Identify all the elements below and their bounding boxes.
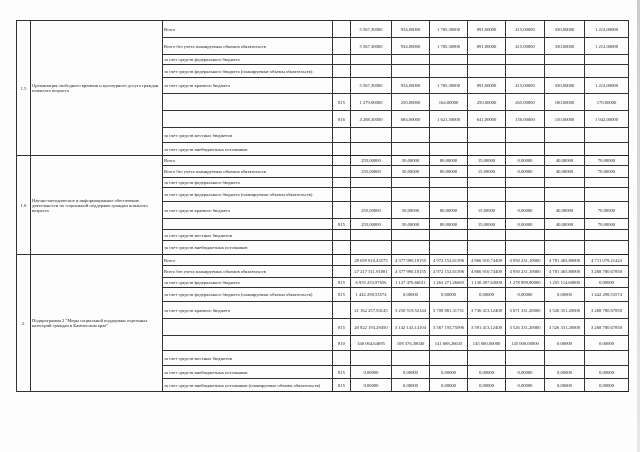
amount-year: 1 127 470,66011 (392, 278, 430, 288)
admin-code (333, 178, 351, 188)
amount-year: 70,00000 (585, 219, 629, 230)
amount-year: 40,00000 (545, 166, 585, 178)
amount-year: 150,00000 (545, 111, 585, 128)
amount-year (506, 65, 545, 78)
funding-source: за счет средств местных бюджетов (163, 128, 333, 143)
funding-source: за счет средств местных бюджетов (163, 230, 333, 241)
amount-year (392, 241, 430, 255)
amount-total: 28 659 810,45575 (351, 255, 392, 266)
amount-year: 170,00000 (585, 94, 629, 111)
amount-year (392, 351, 430, 366)
funding-source: за счет средств федерального бюджета (планируемые объемы обязательств) (163, 188, 333, 202)
amount-year (468, 188, 506, 202)
admin-code (333, 143, 351, 156)
amount-year: 0,00000 (392, 288, 430, 302)
amount-year: 4 781 465,80000 (545, 266, 585, 278)
amount-year: 415,00000 (506, 21, 545, 38)
funding-source (163, 111, 333, 128)
amount-total (351, 178, 392, 188)
admin-code: 815 (333, 278, 351, 288)
amount-year: 108 376,38040 (392, 336, 430, 351)
amount-total: 340 064,64695 (351, 336, 392, 351)
admin-code (333, 65, 351, 78)
amount-year (506, 55, 545, 65)
amount-year: 3 268 780,67850 (585, 266, 629, 278)
amount-year (430, 178, 468, 188)
amount-year (506, 230, 545, 241)
amount-year: 4 781 465,80000 (545, 255, 585, 266)
amount-year: 164,00000 (430, 94, 468, 111)
funding-source (163, 219, 333, 230)
funding-source: за счет средств федерального бюджета (планируемые объемы обязательств) (163, 288, 333, 302)
amount-year: 3 591 413,12400 (468, 319, 506, 336)
budget-table-body (17, 21, 629, 392)
amount-year (545, 351, 585, 366)
amount-year: 0,00000 (506, 288, 545, 302)
amount-year: 80,00000 (430, 156, 468, 166)
amount-year (585, 65, 629, 78)
amount-year (468, 178, 506, 188)
amount-total (351, 128, 392, 143)
amount-year: 40,00000 (545, 156, 585, 166)
amount-year: 1 212,00000 (585, 38, 629, 55)
section-name: Научно-методическое и информационное обеспечение деятельности по социальной поддержке граждан пожилого возраста (31, 156, 163, 255)
amount-year: 80,00000 (430, 202, 468, 219)
funding-source: Всего без учета планируемых объемов обязательств (163, 38, 333, 55)
amount-year: 0,00000 (506, 379, 545, 392)
amount-year: 934,00000 (392, 38, 430, 55)
amount-year (506, 178, 545, 188)
amount-year: 4 711 079,21424 (585, 255, 629, 266)
amount-year: 1 042,00000 (585, 111, 629, 128)
amount-year: 4 972 152,61396 (430, 266, 468, 278)
section-index: 2. (17, 255, 31, 392)
table-row (17, 156, 629, 166)
amount-total: 5 567,30000 (351, 21, 392, 38)
amount-year: 0,00000 (545, 336, 585, 351)
amount-year: 891,00000 (468, 78, 506, 94)
amount-year: 180,00000 (545, 94, 585, 111)
amount-year (545, 143, 585, 156)
amount-year (506, 143, 545, 156)
amount-year: 330,00000 (545, 21, 585, 38)
admin-code (333, 166, 351, 178)
amount-year: 3 708 881,31731 (430, 302, 468, 319)
amount-year: 1 442 298,53574 (585, 288, 629, 302)
amount-year: 15,00000 (468, 219, 506, 230)
funding-source: за счет средств краевого бюджета (163, 302, 333, 319)
admin-code: 810 (333, 336, 351, 351)
amount-year: 1 785,30000 (430, 38, 468, 55)
amount-year: 0,00000 (585, 278, 629, 288)
amount-year (545, 178, 585, 188)
amount-year (430, 143, 468, 156)
amount-year: 0,00000 (468, 379, 506, 392)
amount-total: 5 567,30000 (351, 38, 392, 55)
funding-source: за счет средств местных бюджетов (163, 351, 333, 366)
amount-year: 15,00000 (468, 202, 506, 219)
amount-year: 4 950 231,10000 (506, 255, 545, 266)
funding-source: за счет средств федерального бюджета (163, 178, 333, 188)
amount-total: 4 288,30000 (351, 111, 392, 128)
funding-source (163, 94, 333, 111)
amount-year (585, 178, 629, 188)
amount-year: 0,00000 (506, 219, 545, 230)
amount-year: 0,00000 (506, 366, 545, 379)
funding-source: Всего без учета планируемых объемов обязательств (163, 166, 333, 178)
amount-year (430, 230, 468, 241)
amount-year (430, 241, 468, 255)
amount-year (392, 143, 430, 156)
amount-year: 80,00000 (430, 166, 468, 178)
amount-year (430, 128, 468, 143)
amount-year (392, 188, 430, 202)
amount-year (545, 188, 585, 202)
amount-year: 4 866 910,74400 (468, 255, 506, 266)
amount-year (585, 55, 629, 65)
admin-code (333, 230, 351, 241)
amount-year: 0,00000 (545, 288, 585, 302)
admin-code (333, 78, 351, 94)
funding-source: за счет средств федерального бюджета (163, 55, 333, 65)
funding-source: за счет средств краевого бюджета (163, 78, 333, 94)
amount-year: 80,00000 (430, 219, 468, 230)
amount-total: 255,00000 (351, 202, 392, 219)
amount-year (545, 241, 585, 255)
amount-year: 70,00000 (585, 156, 629, 166)
amount-year: 3 250 519,52144 (392, 302, 430, 319)
amount-year: 0,00000 (506, 202, 545, 219)
amount-total: 255,00000 (351, 156, 392, 166)
funding-source: Всего (163, 21, 333, 38)
amount-year: 70,00000 (585, 202, 629, 219)
amount-year: 0,00000 (468, 366, 506, 379)
amount-total: 255,00000 (351, 219, 392, 230)
admin-code (333, 55, 351, 65)
amount-year: 0,00000 (585, 336, 629, 351)
amount-year: 4 866 910,74400 (468, 266, 506, 278)
amount-total: 1 442 298,53574 (351, 288, 392, 302)
amount-year (585, 351, 629, 366)
amount-year: 4 377 990,18155 (392, 266, 430, 278)
amount-year: 1 263 271,26665 (430, 278, 468, 288)
amount-year (585, 241, 629, 255)
amount-year: 1 785,30000 (430, 78, 468, 94)
amount-year: 1 255 114,60000 (545, 278, 585, 288)
amount-year (545, 128, 585, 143)
amount-year (430, 188, 468, 202)
amount-year: 3 526 331,20000 (506, 319, 545, 336)
admin-code (333, 128, 351, 143)
amount-year: 3 526 351,20000 (545, 302, 585, 319)
amount-year: 3 142 143,14104 (392, 319, 430, 336)
admin-code: 815 (333, 219, 351, 230)
amount-year: 330,00000 (545, 38, 585, 55)
amount-year (506, 351, 545, 366)
amount-year (392, 128, 430, 143)
amount-year: 0,00000 (545, 366, 585, 379)
amount-total: 21 162 257,94145 (351, 302, 392, 319)
amount-year: 15,00000 (468, 166, 506, 178)
admin-code (333, 351, 351, 366)
amount-year: 0,00000 (506, 156, 545, 166)
amount-year: 40,00000 (545, 202, 585, 219)
amount-year (585, 143, 629, 156)
amount-year: 4 950 231,10000 (506, 266, 545, 278)
amount-year: 4 972 152,61396 (430, 255, 468, 266)
section-name: Подпрограмма 2 "Меры социальной поддержки отдельных категорий граждан в Камчатском крае" (31, 255, 163, 392)
amount-year: 1 212,00000 (585, 78, 629, 94)
amount-year: 1 130 497,63000 (468, 278, 506, 288)
amount-year: 0,00000 (585, 366, 629, 379)
amount-total: 20 822 193,29450 (351, 319, 392, 336)
amount-total (351, 188, 392, 202)
amount-total (351, 241, 392, 255)
amount-year: 70,00000 (585, 166, 629, 178)
amount-year: 0,00000 (545, 379, 585, 392)
amount-year: 1 785,30000 (430, 21, 468, 38)
amount-year: 1 278 899,90000 (506, 278, 545, 288)
amount-year (468, 241, 506, 255)
amount-year: 145 000,00000 (468, 336, 506, 351)
admin-code (333, 202, 351, 219)
amount-year: 141 688,26635 (430, 336, 468, 351)
amount-year: 3 268 780,67850 (585, 302, 629, 319)
admin-code: 815 (333, 379, 351, 392)
amount-year: 265,00000 (506, 94, 545, 111)
amount-year (545, 230, 585, 241)
amount-year: 0,00000 (506, 166, 545, 178)
amount-total (351, 143, 392, 156)
amount-year: 250,00000 (392, 94, 430, 111)
amount-year: 0,00000 (430, 288, 468, 302)
amount-year: 50,00000 (392, 219, 430, 230)
funding-source (163, 319, 333, 336)
amount-total: 1 279,00000 (351, 94, 392, 111)
table-row (17, 21, 629, 38)
amount-year (392, 65, 430, 78)
admin-code: 816 (333, 111, 351, 128)
admin-code (333, 38, 351, 55)
funding-source: за счет средств федерального бюджета (163, 278, 333, 288)
amount-year: 3 526 331,20000 (545, 319, 585, 336)
amount-total (351, 65, 392, 78)
amount-year (468, 230, 506, 241)
funding-source (163, 336, 333, 351)
amount-year: 50,00000 (392, 166, 430, 178)
amount-year (392, 230, 430, 241)
amount-year: 0,00000 (392, 379, 430, 392)
amount-year: 330,00000 (545, 78, 585, 94)
amount-year: 0,00000 (392, 366, 430, 379)
admin-code: 815 (333, 319, 351, 336)
amount-year (468, 128, 506, 143)
amount-total: 27 217 511,91881 (351, 266, 392, 278)
amount-year (506, 128, 545, 143)
admin-code (333, 241, 351, 255)
amount-year: 150,00000 (506, 111, 545, 128)
amount-year: 415,00000 (506, 78, 545, 94)
amount-year (468, 351, 506, 366)
admin-code: 815 (333, 94, 351, 111)
amount-year: 3 671 331,20000 (506, 302, 545, 319)
amount-year: 145 000,00000 (506, 336, 545, 351)
amount-year (545, 65, 585, 78)
admin-code: 815 (333, 366, 351, 379)
amount-year: 0,00000 (468, 288, 506, 302)
amount-year: 0,00000 (585, 379, 629, 392)
admin-code (333, 266, 351, 278)
amount-year (545, 55, 585, 65)
amount-total: 6 955 253,97656 (351, 278, 392, 288)
amount-year (392, 55, 430, 65)
amount-year: 15,00000 (468, 156, 506, 166)
budget-table (16, 20, 629, 392)
funding-source: Всего без учета планируемых объемов обязательств (163, 266, 333, 278)
table-row (17, 255, 629, 266)
funding-source: за счет средств внебюджетных источников (планируемые объемы обязательств) (163, 379, 333, 392)
amount-year: 1 212,00000 (585, 21, 629, 38)
amount-year: 50,00000 (392, 202, 430, 219)
amount-year (585, 230, 629, 241)
amount-year: 934,00000 (392, 78, 430, 94)
amount-total (351, 55, 392, 65)
amount-year (468, 55, 506, 65)
amount-total: 5 567,30000 (351, 78, 392, 94)
admin-code: 815 (333, 288, 351, 302)
amount-year: 50,00000 (392, 156, 430, 166)
amount-year: 250,00000 (468, 94, 506, 111)
amount-year: 1 621,30000 (430, 111, 468, 128)
amount-year (506, 188, 545, 202)
admin-code (333, 302, 351, 319)
amount-year: 0,00000 (430, 366, 468, 379)
section-index: 1.6 (17, 156, 31, 255)
amount-year: 3 567 193,75096 (430, 319, 468, 336)
section-index: 1.5 (17, 21, 31, 156)
funding-source: за счет средств внебюджетных источников (163, 366, 333, 379)
funding-source: за счет средств краевого бюджета (163, 202, 333, 219)
amount-year (468, 65, 506, 78)
funding-source: Всего (163, 255, 333, 266)
funding-source: за счет средств федерального бюджета (планируемые объемы обязательств) (163, 65, 333, 78)
funding-source: за счет средств внебюджетных источников (163, 143, 333, 156)
amount-year: 641,00000 (468, 111, 506, 128)
funding-source: Всего (163, 156, 333, 166)
amount-year: 40,00000 (545, 219, 585, 230)
amount-year: 3 736 413,12400 (468, 302, 506, 319)
amount-year: 934,00000 (392, 21, 430, 38)
amount-year (585, 128, 629, 143)
amount-year (468, 143, 506, 156)
section-name: Организация свободного времени и культурного досуга граждан пожилого возраста (31, 21, 163, 156)
amount-year: 891,00000 (468, 38, 506, 55)
amount-year: 3 268 780,67850 (585, 319, 629, 336)
admin-code (333, 255, 351, 266)
amount-year (392, 178, 430, 188)
admin-code (333, 156, 351, 166)
funding-source: за счет средств внебюджетных источников (163, 241, 333, 255)
admin-code (333, 188, 351, 202)
amount-total: 0,00000 (351, 379, 392, 392)
amount-year: 4 377 990,18155 (392, 255, 430, 266)
amount-total (351, 351, 392, 366)
amount-year (430, 65, 468, 78)
amount-total (351, 230, 392, 241)
amount-year: 891,00000 (468, 21, 506, 38)
amount-year (430, 55, 468, 65)
amount-total: 255,00000 (351, 166, 392, 178)
amount-year (430, 351, 468, 366)
amount-year (585, 188, 629, 202)
admin-code (333, 21, 351, 38)
amount-total: 0,00000 (351, 366, 392, 379)
amount-year: 684,00000 (392, 111, 430, 128)
amount-year: 0,00000 (430, 379, 468, 392)
amount-year: 415,00000 (506, 38, 545, 55)
amount-year (506, 241, 545, 255)
